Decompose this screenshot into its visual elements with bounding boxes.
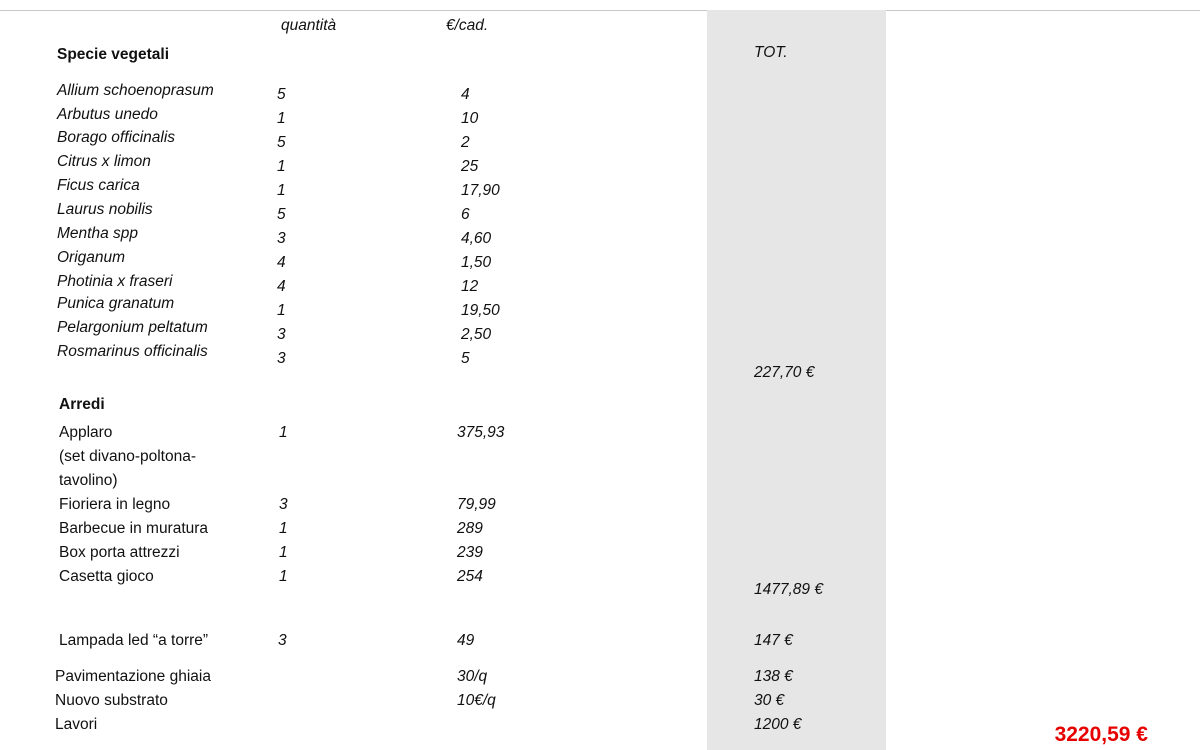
extra-total: 30 €: [754, 692, 785, 709]
plant-qty: 1: [277, 158, 286, 175]
top-divider: [0, 10, 1200, 11]
extra-name: Nuovo substrato: [55, 692, 168, 709]
furniture-name: Fioriera in legno: [59, 496, 171, 513]
plant-qty: 1: [277, 110, 286, 127]
header-quantity: quantità: [281, 17, 337, 34]
extra-total: 138 €: [754, 668, 793, 685]
furniture-qty: 1: [279, 544, 288, 561]
furniture-name: Barbecue in muratura: [59, 520, 209, 537]
plant-name: Photinia x fraseri: [57, 273, 173, 290]
plant-price: 4,60: [461, 230, 492, 247]
plant-name: Ficus carica: [57, 177, 140, 194]
furniture-qty: 1: [279, 424, 288, 441]
plant-qty: 1: [277, 302, 286, 319]
plant-price: 5: [461, 350, 470, 367]
furniture-total: 1477,89 €: [754, 581, 823, 598]
extra-total: 1200 €: [754, 716, 802, 733]
plant-price: 4: [461, 86, 470, 103]
furniture-price: 254: [457, 568, 483, 585]
furniture-price: 375,93: [457, 424, 505, 441]
furniture-qty: 3: [279, 496, 288, 513]
lamp-total: 147 €: [754, 632, 793, 649]
plant-qty: 5: [277, 206, 286, 223]
furniture-name-detail: (set divano-poltona-: [59, 448, 196, 465]
plant-price: 1,50: [461, 254, 492, 271]
plant-name: Allium schoenoprasum: [57, 82, 214, 99]
grand-total: 3220,59 €: [1054, 723, 1148, 746]
plant-qty: 4: [277, 254, 286, 271]
header-unit-price: €/cad.: [446, 17, 489, 34]
plant-name: Citrus x limon: [57, 153, 151, 170]
furniture-name: Casetta gioco: [59, 568, 154, 585]
furniture-price: 79,99: [457, 496, 496, 513]
plant-price: 10: [461, 110, 479, 127]
furniture-name: Applaro: [59, 424, 113, 441]
plant-price: 19,50: [461, 302, 500, 319]
header-total: TOT.: [754, 44, 788, 61]
extra-name: Lavori: [55, 716, 98, 733]
plant-name: Arbutus unedo: [57, 106, 158, 123]
furniture-price: 289: [457, 520, 483, 537]
plant-name: Punica granatum: [57, 295, 175, 312]
extra-price: 30/q: [457, 668, 488, 685]
plant-qty: 4: [277, 278, 286, 295]
furniture-qty: 1: [279, 568, 288, 585]
plants-total: 227,70 €: [754, 364, 815, 381]
plant-price: 17,90: [461, 182, 500, 199]
furniture-name: Box porta attrezzi: [59, 544, 180, 561]
plant-price: 25: [461, 158, 479, 175]
plant-name: Rosmarinus officinalis: [57, 343, 208, 360]
plant-qty: 3: [277, 230, 286, 247]
lamp-price: 49: [457, 632, 475, 649]
lamp-qty: 3: [278, 632, 287, 649]
plant-qty: 3: [277, 350, 286, 367]
plant-name: Borago officinalis: [57, 129, 176, 146]
furniture-price: 239: [457, 544, 483, 561]
plant-name: Pelargonium peltatum: [57, 319, 208, 336]
plant-name: Mentha spp: [57, 225, 138, 242]
plant-qty: 3: [277, 326, 286, 343]
plant-name: Origanum: [57, 249, 126, 266]
plant-qty: 5: [277, 86, 286, 103]
furniture-qty: 1: [279, 520, 288, 537]
lamp-name: Lampada led “a torre”: [59, 632, 209, 649]
plant-price: 2,50: [461, 326, 492, 343]
extra-name: Pavimentazione ghiaia: [55, 668, 211, 685]
plant-qty: 1: [277, 182, 286, 199]
section-title-plants: Specie vegetali: [57, 46, 170, 63]
furniture-name-detail: tavolino): [59, 472, 118, 489]
extra-price: 10€/q: [457, 692, 496, 709]
section-title-furniture: Arredi: [59, 396, 105, 413]
plant-price: 12: [461, 278, 479, 295]
plant-price: 6: [461, 206, 470, 223]
plant-qty: 5: [277, 134, 286, 151]
plant-price: 2: [461, 134, 470, 151]
plant-name: Laurus nobilis: [57, 201, 153, 218]
